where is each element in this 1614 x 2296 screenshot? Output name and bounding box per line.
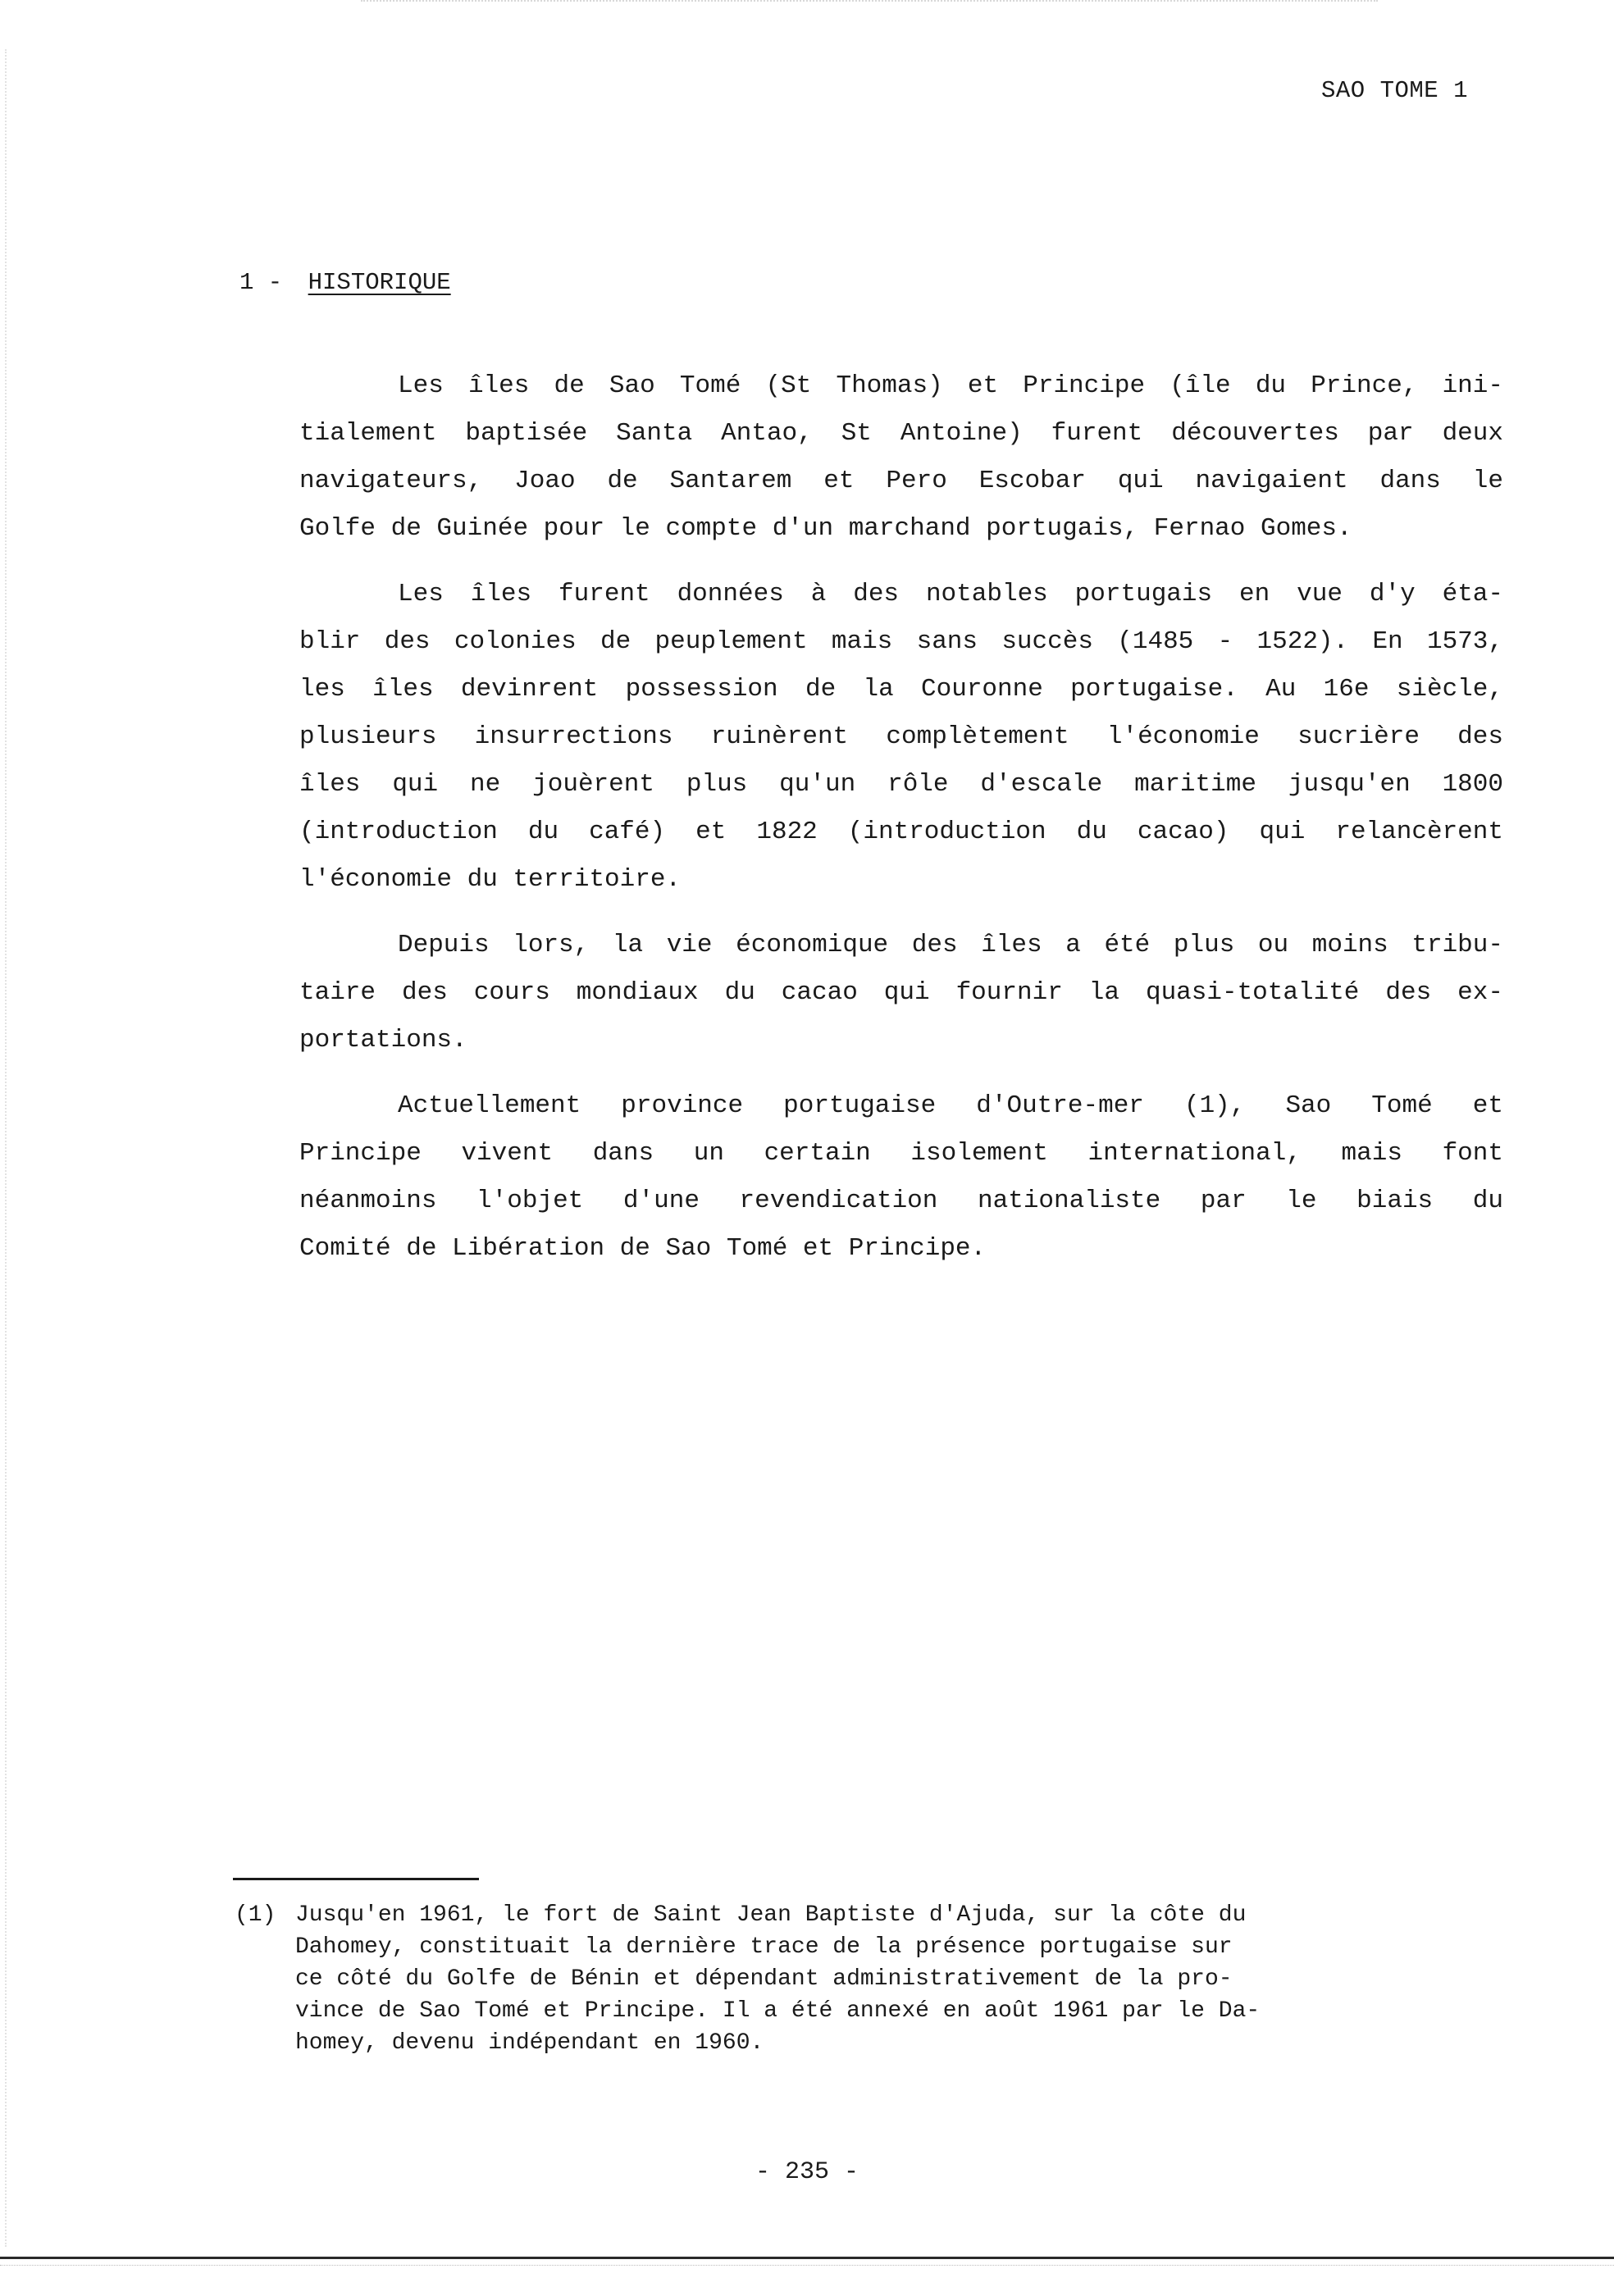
running-header: SAO TOME 1 [1320,77,1468,104]
paragraph-line: Les îles de Sao Tomé (St Thomas) et Principe (île du Prince, ini- [398,371,1503,400]
paragraph-line: îles qui ne jouèrent plus qu'un rôle d'escale maritime jusqu'en 1800 [299,770,1503,799]
section-title: HISTORIQUE [308,269,451,296]
bottom-scan-rule-secondary [0,2265,1614,2266]
paragraph-line: tialement baptisée Santa Antao, St Antoine) furent découvertes par deux [299,419,1503,448]
scan-edge-left [5,49,7,2247]
paragraph-3 [299,922,1503,1064]
paragraph-line: Actuellement province portugaise d'Outre-mer (1), Sao Tomé et [398,1091,1503,1120]
footnote-marker: (1) [235,1902,276,1928]
footnote-line: homey, devenu indépendant en 1960. [295,2030,764,2056]
footnote-line: ce côté du Golfe de Bénin et dépendant administrativement de la pro- [295,1966,1233,1992]
paragraph-line: les îles devinrent possession de la Couronne portugaise. Au 16e siècle, [299,675,1503,704]
paragraph-line: portations. [299,1026,467,1055]
paragraph-line: blir des colonies de peuplement mais sans succès (1485 - 1522). En 1573, [299,627,1503,656]
paragraph-line: taire des cours mondiaux du cacao qui fournir la quasi-totalité des ex- [299,978,1503,1007]
paragraph-line: Principe vivent dans un certain isolement international, mais font [299,1139,1503,1168]
page-number: - 235 - [755,2158,859,2186]
body-text [299,362,1503,1291]
footnote-separator [233,1878,479,1880]
bottom-scan-rule [0,2257,1614,2259]
paragraph-line: Golfe de Guinée pour le compte d'un marchand portugais, Fernao Gomes. [299,514,1352,543]
footnote-text [295,1899,1460,2059]
paragraph-4 [299,1082,1503,1273]
footnote-line: Jusqu'en 1961, le fort de Saint Jean Baptiste d'Ajuda, sur la côte du [295,1902,1247,1928]
paragraph-line: plusieurs insurrections ruinèrent complètement l'économie sucrière des [299,722,1503,751]
paragraph-line: Comité de Libération de Sao Tomé et Principe. [299,1234,987,1263]
footnote-line: vince de Sao Tomé et Principe. Il a été annexé en août 1961 par le Da- [295,1998,1261,2024]
paragraph-1 [299,362,1503,553]
paragraph-line: néanmoins l'objet d'une revendication nationaliste par le biais du [299,1187,1503,1215]
paragraph-line: (introduction du café) et 1822 (introduction du cacao) qui relancèrent [299,818,1503,846]
scan-edge-top [361,0,1378,10]
section-number: 1 - [239,269,283,296]
section-heading [239,269,451,296]
paragraph-line: Depuis lors, la vie économique des îles a été plus ou moins tribu- [398,931,1503,959]
paragraph-line: navigateurs, Joao de Santarem et Pero Escobar qui navigaient dans le [299,467,1503,495]
paragraph-2 [299,571,1503,904]
paragraph-line: l'économie du territoire. [299,865,682,894]
paragraph-line: Les îles furent données à des notables portugais en vue d'y éta- [398,580,1503,608]
footnote-line: Dahomey, constituait la dernière trace de la présence portugaise sur [295,1934,1233,1960]
